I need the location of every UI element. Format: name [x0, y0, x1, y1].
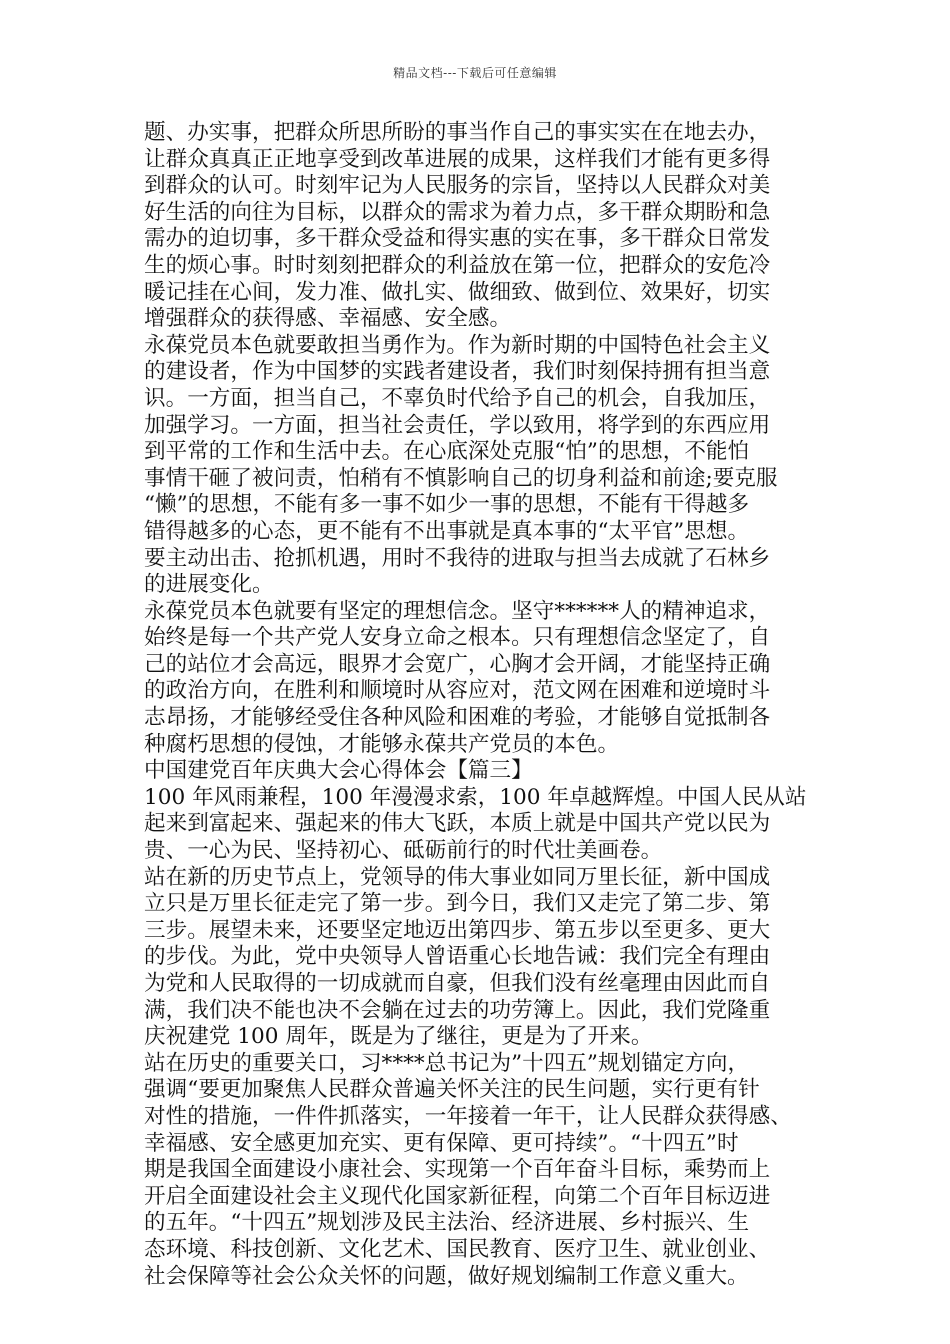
text-line: 的进展变化。 [144, 572, 274, 598]
text-line: 识。一方面，担当自己，不辜负时代给予自己的机会，自我加压， [144, 385, 771, 411]
text-line: 庆祝建党 100 周年，既是为了继往，更是为了开来。 [144, 1024, 653, 1050]
paragraph [144, 758, 804, 785]
text-line: 生的烦心事。时时刻刻把群众的利益放在第一位，把群众的安危冷 [144, 252, 771, 278]
text-line: 的步伐。为此，党中央领导人曾语重心长地告诫：我们完全有理由 [144, 944, 771, 970]
text-line: 需办的迫切事，多干群众受益和得实惠的实在事，多干群众日常发 [144, 226, 771, 252]
text-line: 加强学习。一方面，担当社会责任，学以致用，将学到的东西应用 [144, 412, 771, 438]
paragraph [144, 1051, 804, 1290]
text-line: 强调“要更加聚焦人民群众普遍关怀关注的民生问题，实行更有针 [144, 1077, 760, 1103]
text-line: 的政治方向，在胜利和顺境时从容应对，范文网在困难和逆境时斗 [144, 678, 771, 704]
text-line: 中国建党百年庆典大会心得体会【篇三】 [144, 758, 533, 784]
text-line: 题、办实事，把群众所思所盼的事当作自己的事实实在在地去办， [144, 120, 771, 145]
text-line: 态环境、科技创新、文化艺术、国民教育、医疗卫生、就业创业、 [144, 1236, 771, 1262]
paragraph [144, 784, 807, 865]
text-line: 事情干砸了被问责，怕稍有不慎影响自己的切身利益和前途;要克服 [144, 465, 778, 491]
text-line: 始终是每一个共产党人安身立命之根本。只有理想信念坚定了，自 [144, 625, 771, 651]
paragraph [144, 120, 804, 333]
text-line: 好生活的向往为目标，以群众的需求为着力点，多干群众期盼和急 [144, 199, 771, 225]
text-line: 满，我们决不能也决不会躺在过去的功劳簿上。因此，我们党隆重 [144, 997, 771, 1023]
text-line: 三步。展望未来，还要坚定地迈出第四步、第五步以至更多、更大 [144, 917, 771, 943]
text-line: 己的站位才会高远，眼界才会宽广，心胸才会开阔，才能坚持正确 [144, 651, 771, 677]
text-line: 暖记挂在心间，发力准、做扎实、做细致、做到位、效果好，切实 [144, 279, 771, 305]
paragraph [144, 865, 804, 1051]
text-line: 到平常的工作和生活中去。在心底深处克服“怕”的思想，不能怕 [144, 439, 750, 465]
paragraph [144, 333, 804, 599]
text-line: 贵、一心为民、坚持初心、砥砺前行的时代壮美画卷。 [144, 838, 663, 864]
text-line: 幸福感、安全感更加充实、更有保障、更可持续”。“十四五”时 [144, 1130, 739, 1156]
text-line: “懒”的思想，不能有多一事不如少一事的思想，不能有干得越多 [144, 492, 750, 518]
text-line: 错得越多的心态，更不能有不出事就是真本事的“太平官”思想。 [144, 518, 750, 544]
text-line: 的五年。“十四五”规划涉及民主法治、经济进展、乡村振兴、生 [144, 1210, 750, 1236]
text-line: 永葆党员本色就要有坚定的理想信念。坚守******人的精神追求， [144, 598, 771, 624]
text-line: 对性的措施，一件件抓落实，一年接着一年干，让人民群众获得感、 [144, 1103, 792, 1129]
text-line: 起来到富起来、强起来的伟大飞跃，本质上就是中国共产党以民为 [144, 811, 771, 837]
text-line: 种腐朽思想的侵蚀，才能够永葆共产党员的本色。 [144, 731, 620, 757]
text-line: 为党和人民取得的一切成就而自豪，但我们没有丝毫理由因此而自 [144, 971, 771, 996]
page-header: 精品文档---下载后可任意编辑 [393, 66, 557, 80]
text-line: 社会保障等社会公众关怀的问题，做好规划编制工作意义重大。 [144, 1263, 749, 1289]
text-line: 永葆党员本色就要敢担当勇作为。作为新时期的中国特色社会主义 [144, 332, 771, 358]
text-line: 增强群众的获得感、幸福感、安全感。 [144, 306, 512, 332]
text-line: 让群众真真正正地享受到改革进展的成果，这样我们才能有更多得 [144, 146, 771, 172]
text-line: 立只是万里长征走完了第一步。到今日，我们又走完了第二步、第 [144, 891, 771, 917]
text-line: 站在新的历史节点上，党领导的伟大事业如同万里长征，新中国成 [144, 864, 771, 890]
paragraph [144, 599, 804, 759]
text-line: 100 年风雨兼程，100 年漫漫求索，100 年卓越辉煌。中国人民从站 [144, 784, 807, 810]
text-line: 到群众的认可。时刻牢记为人民服务的宗旨，坚持以人民群众对美 [144, 173, 771, 199]
text-line: 开启全面建设社会主义现代化国家新征程，向第二个百年目标迈进 [144, 1183, 771, 1209]
text-line: 的建设者，作为中国梦的实践者建设者，我们时刻保持拥有担当意 [144, 359, 771, 385]
text-line: 要主动出击、抢抓机遇，用时不我待的进取与担当去成就了石林乡 [144, 545, 771, 571]
text-line: 期是我国全面建设小康社会、实现第一个百年奋斗目标，乘势而上 [144, 1157, 771, 1183]
text-line: 站在历史的重要关口，习****总书记为”十四五”规划锚定方向， [144, 1050, 750, 1076]
document-body [144, 120, 807, 1290]
text-line: 志昂扬，才能够经受住各种风险和困难的考验，才能够自觉抵制各 [144, 705, 771, 731]
